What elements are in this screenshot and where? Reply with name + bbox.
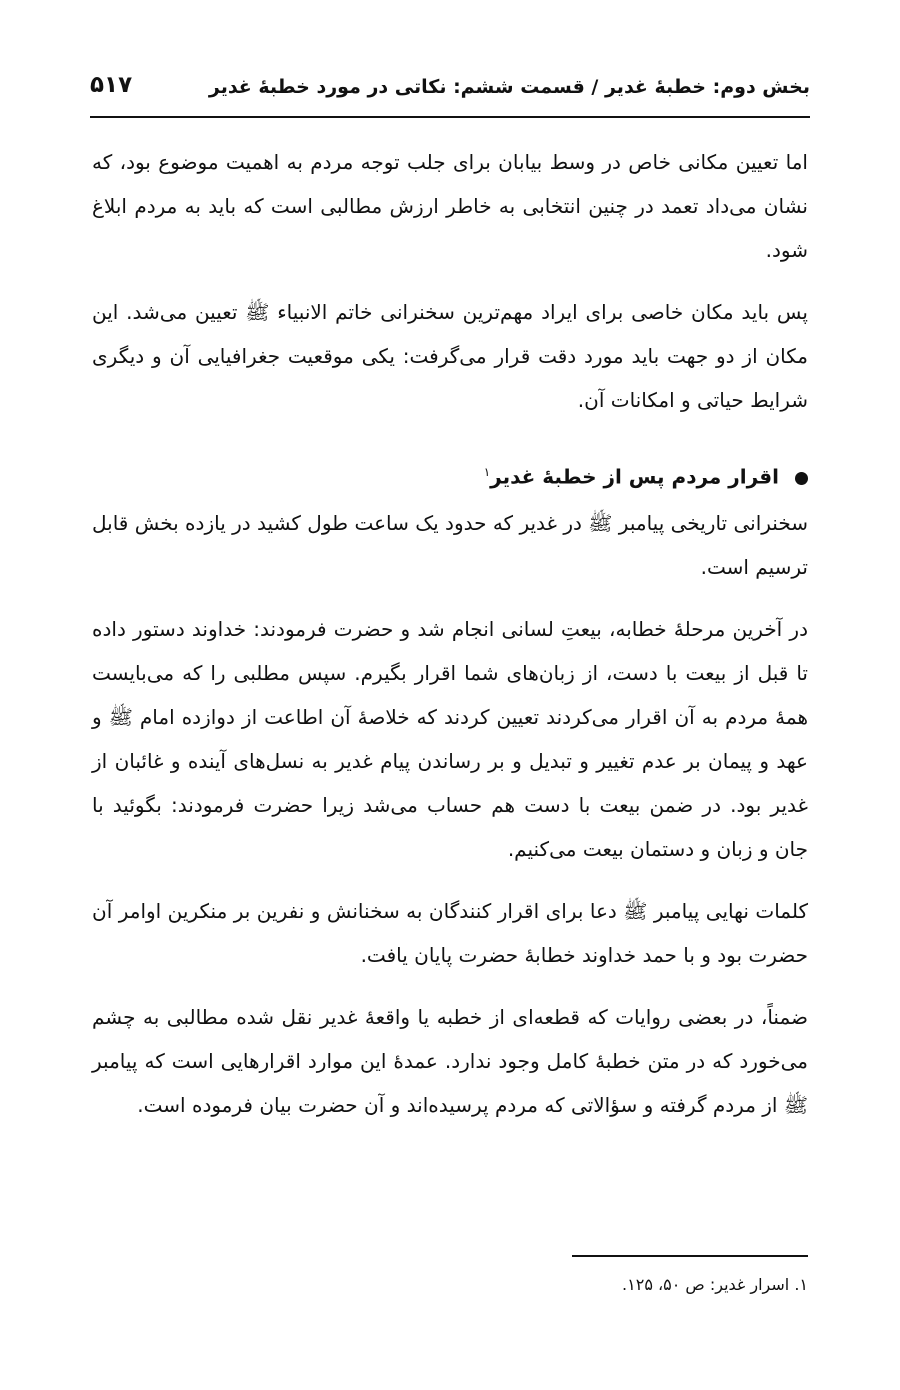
paragraph-3: سخنرانی تاریخی پیامبر ﷺ در غدیر که حدود یک ساعت طول کشید در یازده بخش قابل ترسیم است. [92,510,808,579]
footnote-marker[interactable]: ۱ [483,465,491,479]
bullet-icon [795,472,808,485]
header-title: بخش دوم: خطبهٔ غدیر / قسمت ششم: نکاتی در مورد خطبهٔ غدیر [208,76,810,98]
running-header [90,70,810,110]
footnote: ۱. اسرار غدیر: ص ۵۰، ۱۲۵. [622,1275,808,1294]
paragraph-5: کلمات نهایی پیامبر ﷺ دعا برای اقرار کنندگان به سخنانش و نفرین بر منکرین اوامر آن حضرت بود و با حمد خداوند خطابهٔ حضرت پایان یافت. [92,898,808,967]
body-text [92,140,808,1145]
section-heading-text: اقرار مردم پس از خطبهٔ غدیر [490,464,779,489]
paragraph-2: پس باید مکان خاصی برای ایراد مهم‌ترین سخنرانی خاتم الانبیاء ﷺ تعیین می‌شد. این مکان از دو جهت باید مورد دقت قرار می‌گرفت: یکی موقعیت جغرافیایی آن و دیگری شرایط حیاتی و امکانات آن. [92,300,808,412]
header-rule [90,116,810,118]
page-number: ۵۱۷ [90,72,133,98]
paragraph-6: ضمناً، در بعضی روایات که قطعه‌ای از خطبه یا واقعهٔ غدیر نقل شده مطالبی به چشم می‌خورد که در متن خطبهٔ کامل وجود ندارد. عمدهٔ این موارد اقرارهایی است که پیامبر ﷺ از مردم گرفته و سؤالاتی که مردم پرسیده‌اند و آن حضرت بیان فرموده است. [92,1004,808,1117]
paragraph-4: در آخرین مرحلهٔ خطابه، بیعتِ لسانی انجام شد و حضرت فرمودند: خداوند دستور داده تا قبل از بیعت با دست، از زبان‌های شما اقرار بگیرم. سپس مطلبی را که می‌بایست همهٔ مردم به آن اقرار می‌کردند تعیین کردند که خلاصهٔ آن اطاعت از دوازده امام ﷺ و عهد و پیمان بر عدم تغییر و تبدیل و بر رساندن پیام غدیر به نسل‌های آینده و غائبان از غدیر بود. در ضمن بیعت با دست هم حساب می‌شد زیرا حضرت فرمودند: بگوئید با جان و زبان و دستمان بیعت می‌کنیم. [92,616,808,861]
section-heading [92,452,808,497]
footnote-rule [572,1255,808,1257]
paragraph-1: اما تعیین مکانی خاص در وسط بیابان برای جلب توجه مردم به اهمیت موضوع بود، که نشان می‌داد تعمد در چنین انتخابی به خاطر ارزش مطالبی است که باید به مردم ابلاغ شود. [92,150,808,262]
